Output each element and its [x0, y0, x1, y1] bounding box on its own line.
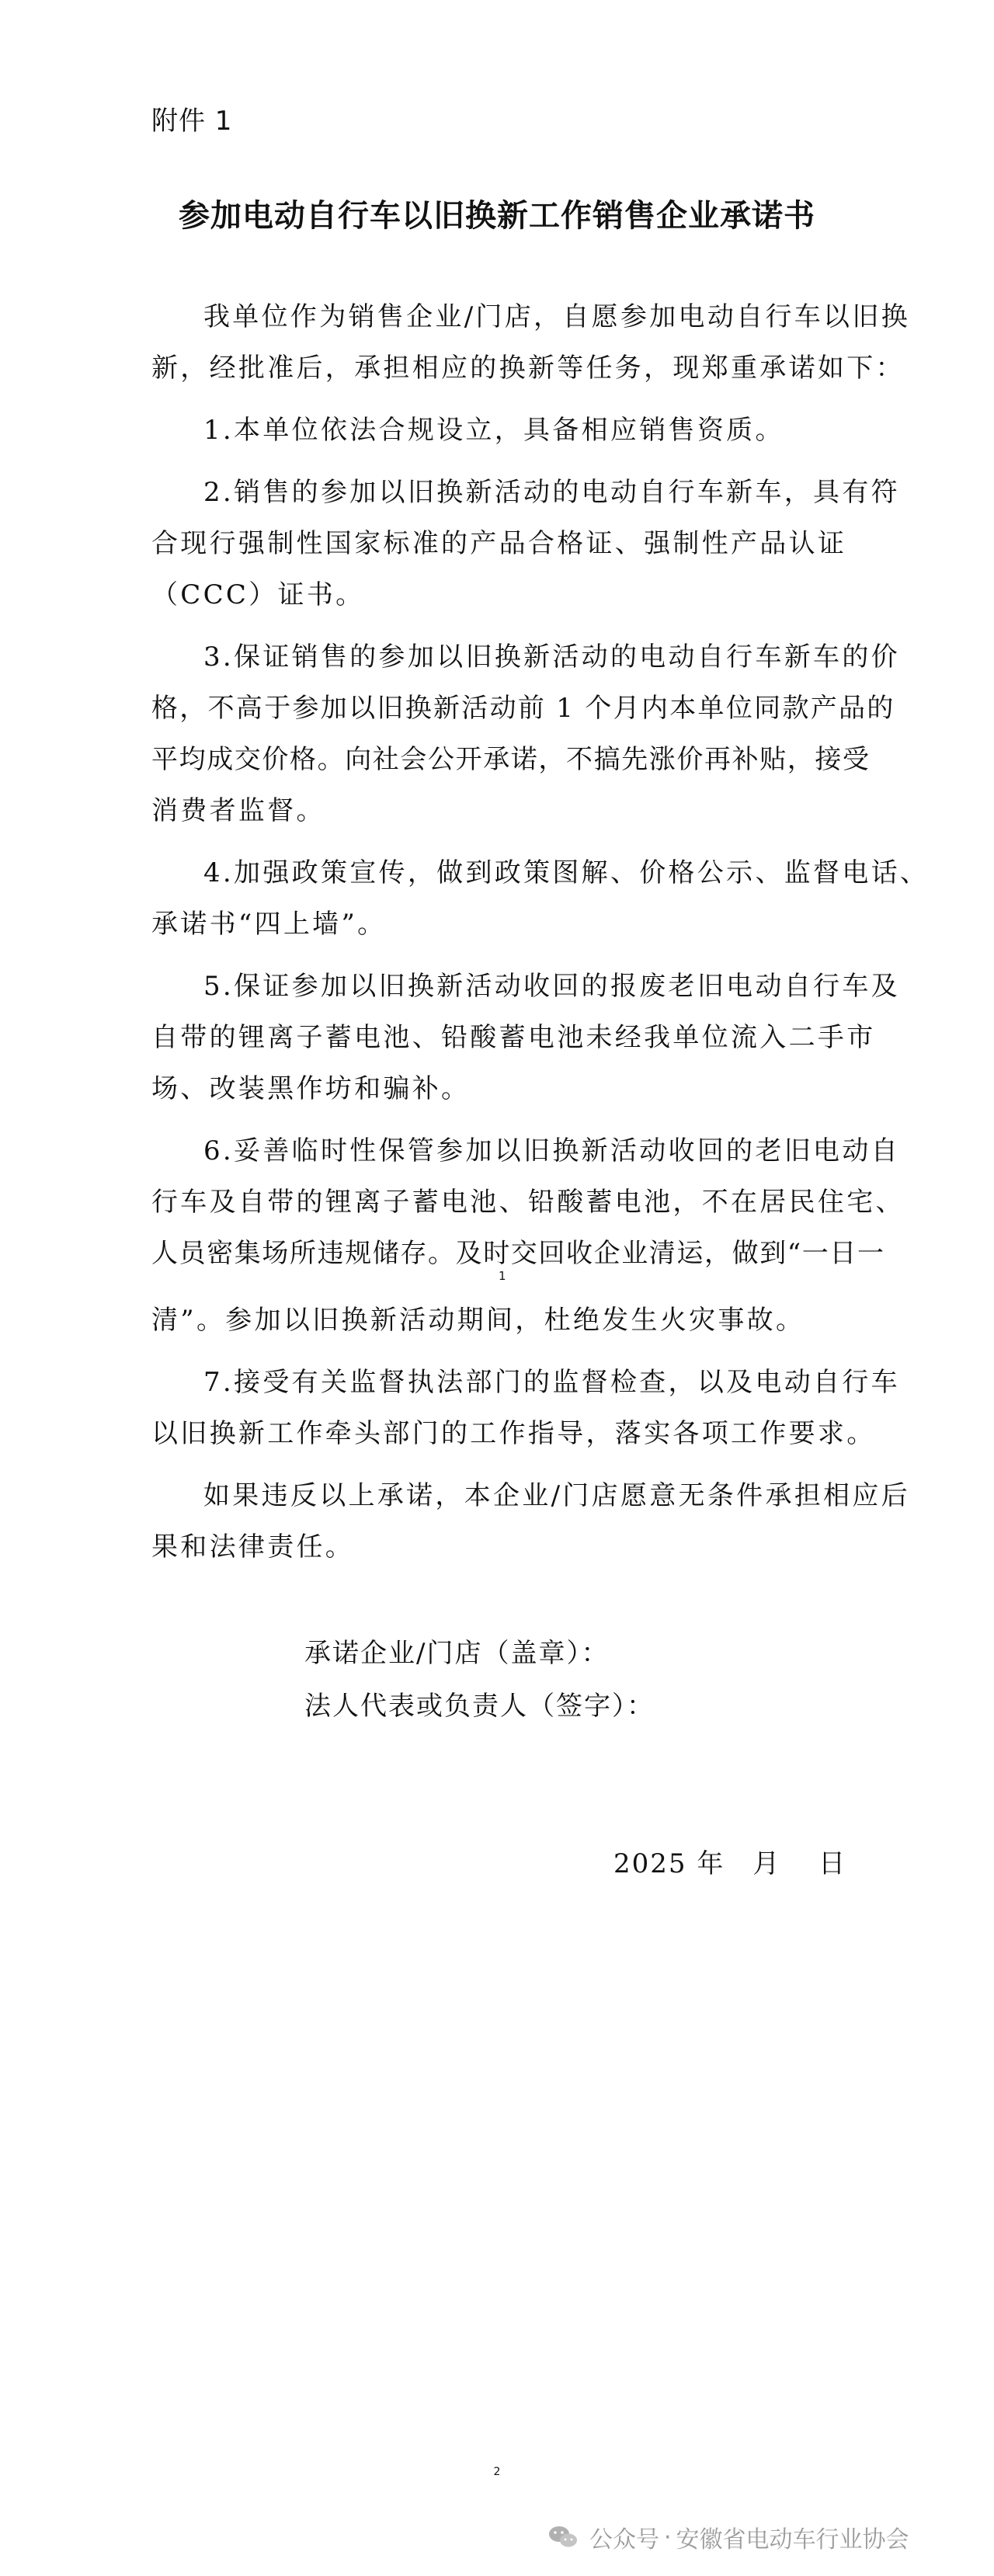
watermark-account-label: 公众号 [589, 2526, 659, 2553]
body-line: 2.销售的参加以旧换新活动的电动自行车新车，具有符 [203, 477, 900, 508]
body-line: （CCC）证书。 [151, 579, 365, 610]
body-line: 果和法律责任。 [151, 1531, 355, 1563]
document-title: 参加电动自行车以旧换新工作销售企业承诺书 [179, 197, 815, 234]
body-line: 人员密集场所违规储存。及时交回收企业清运，做到“一日一 [151, 1238, 885, 1269]
body-line: 3.保证销售的参加以旧换新活动的电动自行车新车的价 [203, 641, 900, 673]
signature-company: 承诺企业/门店（盖章）： [304, 1638, 610, 1669]
wechat-icon [547, 2524, 579, 2550]
body-line: 平均成交价格。向社会公开承诺，不搞先涨价再补贴，接受 [151, 744, 871, 775]
body-line: 自带的锂离子蓄电池、铅酸蓄电池未经我单位流入二手市 [151, 1022, 876, 1053]
body-line: 我单位作为销售企业/门店，自愿参加电动自行车以旧换 [203, 301, 910, 332]
attachment-label: 附件 1 [151, 106, 233, 137]
page-number: 2 [493, 2466, 501, 2478]
body-line: 6.妥善临时性保管参加以旧换新活动收回的老旧电动自 [203, 1135, 900, 1166]
body-line: 7.接受有关监督执法部门的监督检查，以及电动自行车 [203, 1367, 900, 1398]
body-line: 消费者监督。 [151, 795, 325, 826]
body-line: 4.加强政策宣传，做到政策图解、价格公示、监督电话、 [203, 857, 930, 888]
body-line: 新，经批准后，承担相应的换新等任务，现郑重承诺如下： [151, 353, 905, 384]
body-line: 如果违反以上承诺，本企业/门店愿意无条件承担相应后 [203, 1480, 910, 1511]
body-line: 合现行强制性国家标准的产品合格证、强制性产品认证 [151, 528, 847, 559]
body-line: 清”。参加以旧换新活动期间，杜绝发生火灾事故。 [151, 1305, 805, 1336]
watermark-account-name: 安徽省电动车行业协会 [676, 2526, 909, 2553]
wechat-watermark [547, 2520, 909, 2554]
body-line: 承诺书“四上墙”。 [151, 909, 387, 940]
footnote-mark: 1 [499, 1269, 506, 1283]
body-line: 场、改装黑作坊和骗补。 [151, 1073, 471, 1104]
body-line: 1.本单位依法合规设立，具备相应销售资质。 [203, 415, 784, 446]
body-line: 格，不高于参加以旧换新活动前 1 个月内本单位同款产品的 [151, 693, 895, 724]
signature-date: 2025 年 月 日 [613, 1848, 847, 1879]
body-line: 以旧换新工作牵头部门的工作指导，落实各项工作要求。 [151, 1418, 876, 1449]
signature-representative: 法人代表或负责人（签字）： [304, 1691, 655, 1722]
watermark-separator: · [664, 2523, 672, 2551]
body-line: 行车及自带的锂离子蓄电池、铅酸蓄电池，不在居民住宅、 [151, 1187, 905, 1218]
body-line: 5.保证参加以旧换新活动收回的报废老旧电动自行车及 [203, 971, 900, 1002]
